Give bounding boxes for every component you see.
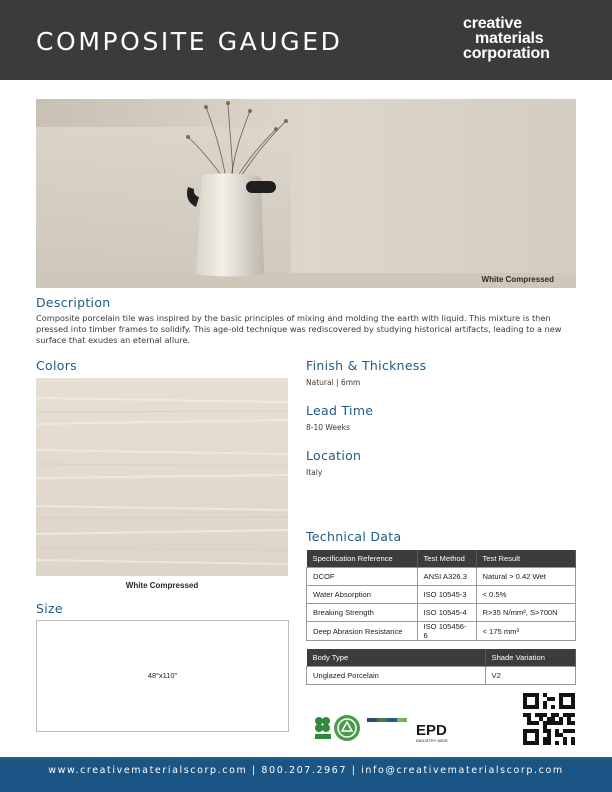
colors-heading: Colors [36, 358, 77, 373]
epd-label: EPD [416, 722, 447, 739]
logo-line-3: corporation [463, 45, 550, 62]
table-row [307, 622, 576, 641]
table-cell: ANSI A326.3 [417, 568, 476, 586]
table-cell: Unglazed Porcelain [307, 667, 486, 685]
table-cell: DCOF [307, 568, 418, 586]
table-header: Specification Reference [307, 550, 418, 568]
table-header: Shade Variation [485, 649, 576, 667]
finish-heading: Finish & Thickness [306, 358, 427, 373]
header-bar [0, 0, 612, 80]
table-cell: V2 [485, 667, 576, 685]
qr-code-icon[interactable] [523, 693, 575, 745]
table-header-row [307, 649, 576, 667]
hero-image [36, 99, 576, 288]
table-header: Test Method [417, 550, 476, 568]
footer-bar [0, 760, 612, 792]
table-cell: ISO 105456-6 [417, 622, 476, 641]
logo-line-2: materials [475, 30, 544, 47]
finish-value: Natural | 6mm [306, 378, 361, 387]
table-header: Test Result [476, 550, 576, 568]
footer-contact[interactable]: www.creativematerialscorp.com | 800.207.2967 | info@creativematerialscorp.com [48, 765, 564, 776]
table-row [307, 667, 576, 685]
lead-time-heading: Lead Time [306, 403, 374, 418]
lead-time-value: 8-10 Weeks [306, 423, 350, 432]
certification-logos [312, 712, 462, 744]
company-logo [463, 16, 583, 61]
recycle-seal-icon [334, 715, 360, 741]
table-cell: R>35 N/mm², S>700N [476, 604, 576, 622]
location-value: Italy [306, 468, 323, 477]
swatch-texture [36, 378, 288, 576]
location-heading: Location [306, 448, 362, 463]
table-row [307, 586, 576, 604]
hero-photo [36, 99, 576, 288]
epd-icon [367, 718, 448, 743]
description-heading: Description [36, 295, 111, 310]
table-cell: Natural > 0.42 Wet [476, 568, 576, 586]
table-cell: < 0.5% [476, 586, 576, 604]
color-swatch-white-compressed [36, 378, 288, 576]
size-value: 48"x110" [147, 671, 178, 680]
table-cell: Deep Abrasion Resistance [307, 622, 418, 641]
body-type-table [306, 649, 576, 685]
hero-caption: White Compressed [481, 275, 554, 284]
table-row [307, 604, 576, 622]
table-cell: ISO 10545-4 [417, 604, 476, 622]
swatch-caption: White Compressed [125, 581, 199, 590]
table-cell: ISO 10545-3 [417, 586, 476, 604]
description-text: Composite porcelain tile was inspired by the basic principles of mixing and molding the earth with liquid. This mixture is then pressed into timber frames to solidify. This age-old technique was rediscovered by studying historical artifacts, leading to a new surface that exudes an eternal allure. [36, 313, 562, 345]
table-cell: Breaking Strength [307, 604, 418, 622]
table-header: Body Type [307, 649, 486, 667]
logo-line-1: creative [463, 15, 522, 32]
size-box [36, 620, 289, 732]
size-heading: Size [36, 601, 63, 616]
certification-icons [312, 712, 462, 744]
table-header-row [307, 550, 576, 568]
page-title: COMPOSITE GAUGED [36, 27, 343, 56]
technical-heading: Technical Data [306, 529, 402, 544]
table-cell: < 175 mm³ [476, 622, 576, 641]
epd-sub-label: INDUSTRY WIDE [416, 738, 448, 743]
table-cell: Water Absorption [307, 586, 418, 604]
clover-icon [315, 717, 331, 739]
table-row [307, 568, 576, 586]
technical-data-table [306, 550, 576, 641]
